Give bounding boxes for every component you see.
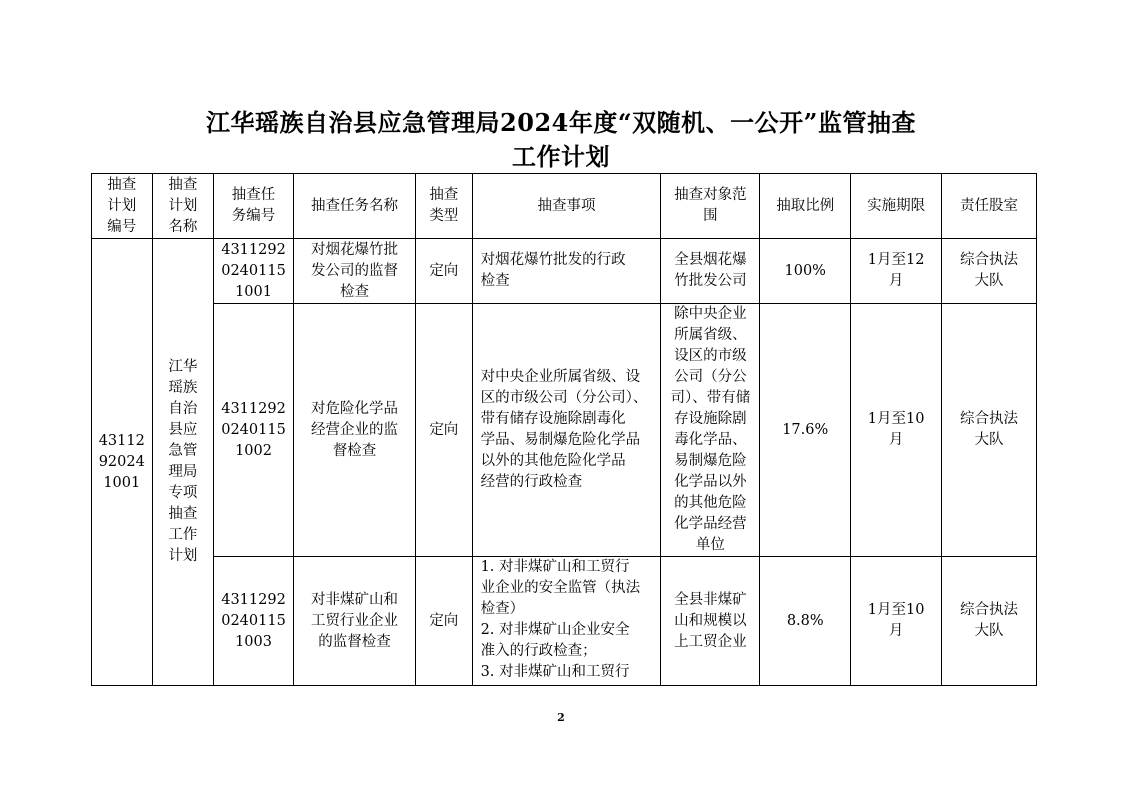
ratio-cell: 8.8% <box>760 557 851 686</box>
period-cell: 1月至10 月 <box>851 557 942 686</box>
table-row <box>92 304 1037 557</box>
header-items: 抽查事项 <box>472 174 661 239</box>
task-name-cell: 对非煤矿山和 工贸行业企业 的监督检查 <box>293 557 415 686</box>
header-period: 实施期限 <box>851 174 942 239</box>
page-number: 2 <box>557 711 565 724</box>
table-row <box>92 239 1037 304</box>
period-cell: 1月至10 月 <box>851 304 942 557</box>
document-title-line2: 工作计划 <box>512 142 610 171</box>
header-type: 抽查 类型 <box>416 174 473 239</box>
header-plan-name: 抽查 计划 名称 <box>152 174 214 239</box>
header-scope: 抽查对象范 围 <box>661 174 760 239</box>
header-row <box>92 174 1037 239</box>
department-cell: 综合执法 大队 <box>942 557 1037 686</box>
header-ratio: 抽取比例 <box>760 174 851 239</box>
items-cell: 1. 对非煤矿山和工贸行 业企业的安全监管（执法 检查） 2. 对非煤矿山企业安全 准入的行政检查； 3. 对非煤矿山和工贸行 <box>472 557 661 686</box>
period-cell: 1月至12 月 <box>851 239 942 304</box>
inspection-plan-table <box>91 173 1037 686</box>
header-task-name: 抽查任务名称 <box>293 174 415 239</box>
plan-number-cell: 43112 92024 1001 <box>92 239 153 686</box>
department-cell: 综合执法 大队 <box>942 239 1037 304</box>
type-cell: 定向 <box>416 304 473 557</box>
ratio-cell: 17.6% <box>760 304 851 557</box>
scope-cell: 全县非煤矿 山和规模以 上工贸企业 <box>661 557 760 686</box>
plan-name-cell: 江华 瑶族 自治 县应 急管 理局 专项 抽查 工作 计划 <box>152 239 214 686</box>
header-department: 责任股室 <box>942 174 1037 239</box>
type-cell: 定向 <box>416 239 473 304</box>
task-name-cell: 对烟花爆竹批 发公司的监督 检查 <box>293 239 415 304</box>
task-number-cell: 4311292 0240115 1003 <box>214 557 294 686</box>
header-plan-number: 抽查 计划 编号 <box>92 174 153 239</box>
task-name-cell: 对危险化学品 经营企业的监 督检查 <box>293 304 415 557</box>
type-cell: 定向 <box>416 557 473 686</box>
ratio-cell: 100% <box>760 239 851 304</box>
table-row <box>92 557 1037 686</box>
items-cell: 对烟花爆竹批发的行政 检查 <box>472 239 661 304</box>
task-number-cell: 4311292 0240115 1002 <box>214 304 294 557</box>
task-number-cell: 4311292 0240115 1001 <box>214 239 294 304</box>
header-task-number: 抽查任 务编号 <box>214 174 294 239</box>
document-title-line1: 江华瑶族自治县应急管理局2024年度“双随机、一公开”监管抽查 <box>206 108 916 137</box>
scope-cell: 全县烟花爆 竹批发公司 <box>661 239 760 304</box>
department-cell: 综合执法 大队 <box>942 304 1037 557</box>
items-cell: 对中央企业所属省级、设 区的市级公司（分公司）、 带有储存设施除剧毒化 学品、易制爆危险化学品 以外的其他危险化学品 经营的行政检查 <box>472 304 661 557</box>
scope-cell: 除中央企业 所属省级、 设区的市级 公司（分公 司）、带有储 存设施除剧 毒化学品、 易制爆危险 化学品以外 的其他危险 化学品经营 单位 <box>661 304 760 557</box>
